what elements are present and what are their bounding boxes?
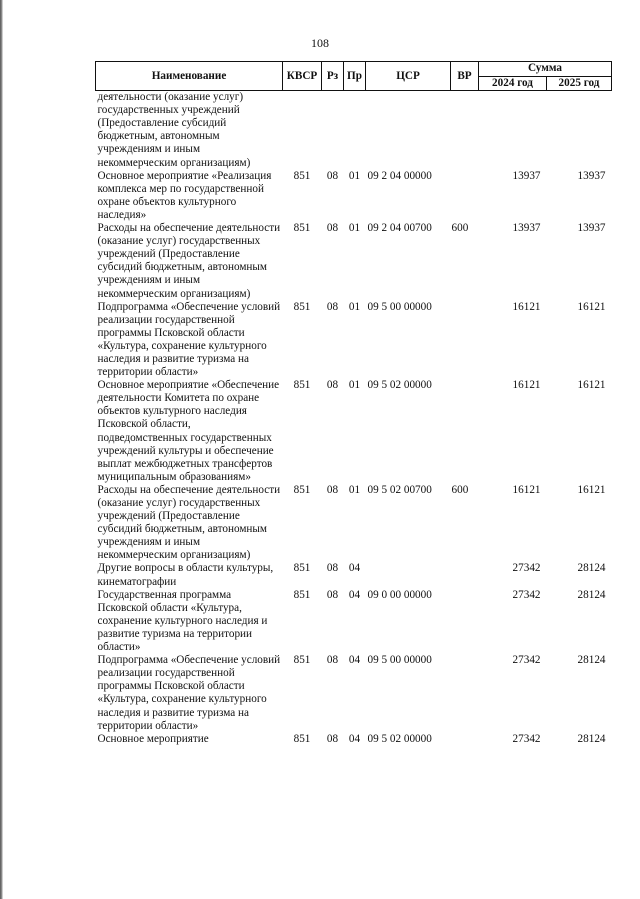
row-sum-2025: 13937	[577, 169, 606, 182]
row-name: Расходы на обеспечение деятельности (оказание услуг) государственных учреждений (Предоставление субсидий бюджетным, автономным учреждениям и иным некоммерческим организациям)	[97, 483, 281, 562]
row-vr	[451, 589, 479, 654]
row-pr: 04	[348, 732, 361, 745]
table-row	[96, 222, 612, 301]
row-pr: 04	[348, 562, 361, 575]
row-kvsr: 851	[293, 562, 311, 575]
header-vr: ВР	[451, 62, 479, 91]
row-name: Расходы на обеспечение деятельности (оказание услуг) государственных учреждений (Предоставление субсидий бюджетным, автономным учреждениям и иным некоммерческим организациям)	[97, 222, 281, 300]
row-csr: 09 5 02 00700	[367, 483, 432, 496]
row-csr: 09 5 02 00000	[367, 379, 432, 392]
table-row	[96, 91, 612, 170]
row-csr: 09 5 00 00000	[367, 654, 432, 667]
table-body	[96, 91, 612, 746]
row-sum-2024: 27342	[512, 732, 541, 745]
row-name: Другие вопросы в области культуры, кинематографии	[97, 562, 274, 588]
row-pr: 04	[348, 588, 361, 601]
row-sum-2025: 28124	[577, 588, 606, 601]
row-rz	[322, 91, 344, 170]
row-rz: 08	[326, 562, 339, 575]
row-csr	[366, 91, 451, 170]
row-vr	[451, 379, 479, 484]
row-kvsr: 851	[293, 654, 311, 667]
header-kvsr: КВСР	[283, 62, 322, 91]
row-kvsr	[283, 91, 322, 170]
row-pr: 01	[348, 300, 361, 313]
table-row	[96, 484, 612, 563]
table-row	[96, 562, 612, 588]
row-sum-2024: 27342	[512, 562, 541, 575]
row-sum-2025: 13937	[577, 222, 606, 235]
table-header	[96, 62, 612, 91]
row-name: Подпрограмма «Обеспечение условий реализации государственной программы Псковской области «Культура, сохранение культурного наследия и развитие туризма на территории области»	[97, 300, 281, 379]
row-sum-2024: 16121	[512, 300, 541, 313]
row-pr: 01	[348, 222, 361, 235]
row-kvsr: 851	[293, 732, 311, 745]
row-pr: 04	[348, 654, 361, 667]
row-sum-2025: 16121	[577, 483, 606, 496]
row-kvsr: 851	[293, 588, 311, 601]
row-pr: 01	[348, 483, 361, 496]
row-rz: 08	[326, 732, 339, 745]
row-name: Подпрограмма «Обеспечение условий реализации государственной программы Псковской области «Культура, сохранение культурного наследия и развитие туризма на территории области»	[97, 654, 281, 732]
row-rz: 08	[326, 222, 339, 235]
table-row	[96, 170, 612, 222]
row-pr	[344, 91, 366, 170]
header-pr: Пр	[344, 62, 366, 91]
row-name: Основное мероприятие «Обеспечение деятельности Комитета по охране объектов культурного наследия Псковской области, подведомственных государственных учреждений культуры и обеспечение выплат межбюджетных трансфертов муниципальным образованиям»	[97, 379, 280, 483]
header-year-2025: 2025 год	[547, 77, 612, 91]
row-csr	[366, 562, 451, 588]
page-number: 108	[311, 36, 329, 50]
header-csr: ЦСР	[366, 62, 451, 91]
row-vr: 600	[451, 222, 469, 235]
row-sum-2024: 13937	[512, 169, 541, 182]
table-row	[96, 654, 612, 733]
row-kvsr: 851	[293, 379, 311, 392]
row-vr	[451, 91, 479, 170]
table-row	[96, 733, 612, 746]
row-rz: 08	[326, 379, 339, 392]
row-name: Основное мероприятие	[97, 732, 209, 745]
row-sum-2025: 16121	[577, 300, 606, 313]
row-kvsr: 851	[293, 169, 311, 182]
row-sum-2025: 28124	[577, 654, 606, 667]
row-csr: 09 0 00 00000	[367, 588, 432, 601]
budget-table	[95, 61, 612, 746]
row-sum-2024: 16121	[512, 483, 541, 496]
row-sum-2024: 13937	[512, 222, 541, 235]
row-vr: 600	[451, 483, 469, 496]
header-name: Наименование	[96, 62, 283, 91]
row-vr	[451, 170, 479, 222]
row-sum-2025: 28124	[577, 732, 606, 745]
row-sum-2025	[547, 91, 612, 170]
row-sum-2024: 27342	[512, 588, 541, 601]
row-pr: 01	[348, 379, 361, 392]
row-vr	[451, 301, 479, 380]
row-rz: 08	[326, 169, 339, 182]
header-year-2024: 2024 год	[479, 77, 547, 91]
row-rz: 08	[326, 483, 339, 496]
header-rz: Рз	[322, 62, 344, 91]
row-name: Основное мероприятие «Реализация комплекса мер по государственной охране объектов культурного наследия»	[97, 169, 272, 221]
table-row	[96, 589, 612, 654]
header-sum: Сумма	[479, 62, 612, 77]
row-rz: 08	[326, 654, 339, 667]
row-sum-2025: 28124	[577, 562, 606, 575]
row-rz: 08	[326, 300, 339, 313]
row-sum-2025: 16121	[577, 379, 606, 392]
row-name: деятельности (оказание услуг) государственных учреждений (Предоставление субсидий бюджетным, автономным учреждениям и иным некоммерческим организациям)	[97, 91, 251, 169]
row-kvsr: 851	[293, 222, 311, 235]
row-vr	[451, 654, 479, 733]
row-csr: 09 2 04 00000	[367, 169, 432, 182]
table-row	[96, 301, 612, 380]
scan-edge	[0, 0, 3, 899]
row-csr: 09 5 02 00000	[367, 732, 432, 745]
row-kvsr: 851	[293, 300, 311, 313]
row-vr	[451, 733, 479, 746]
row-sum-2024: 16121	[512, 379, 541, 392]
row-name: Государственная программа Псковской области «Культура, сохранение культурного наследия и развитие туризма на территории области»	[97, 588, 268, 654]
row-sum-2024	[479, 91, 547, 170]
row-kvsr: 851	[293, 483, 311, 496]
row-rz: 08	[326, 588, 339, 601]
row-csr: 09 5 00 00000	[367, 300, 432, 313]
row-csr: 09 2 04 00700	[367, 222, 432, 235]
row-vr	[451, 562, 479, 588]
table-row	[96, 379, 612, 484]
row-sum-2024: 27342	[512, 654, 541, 667]
row-pr: 01	[348, 169, 361, 182]
